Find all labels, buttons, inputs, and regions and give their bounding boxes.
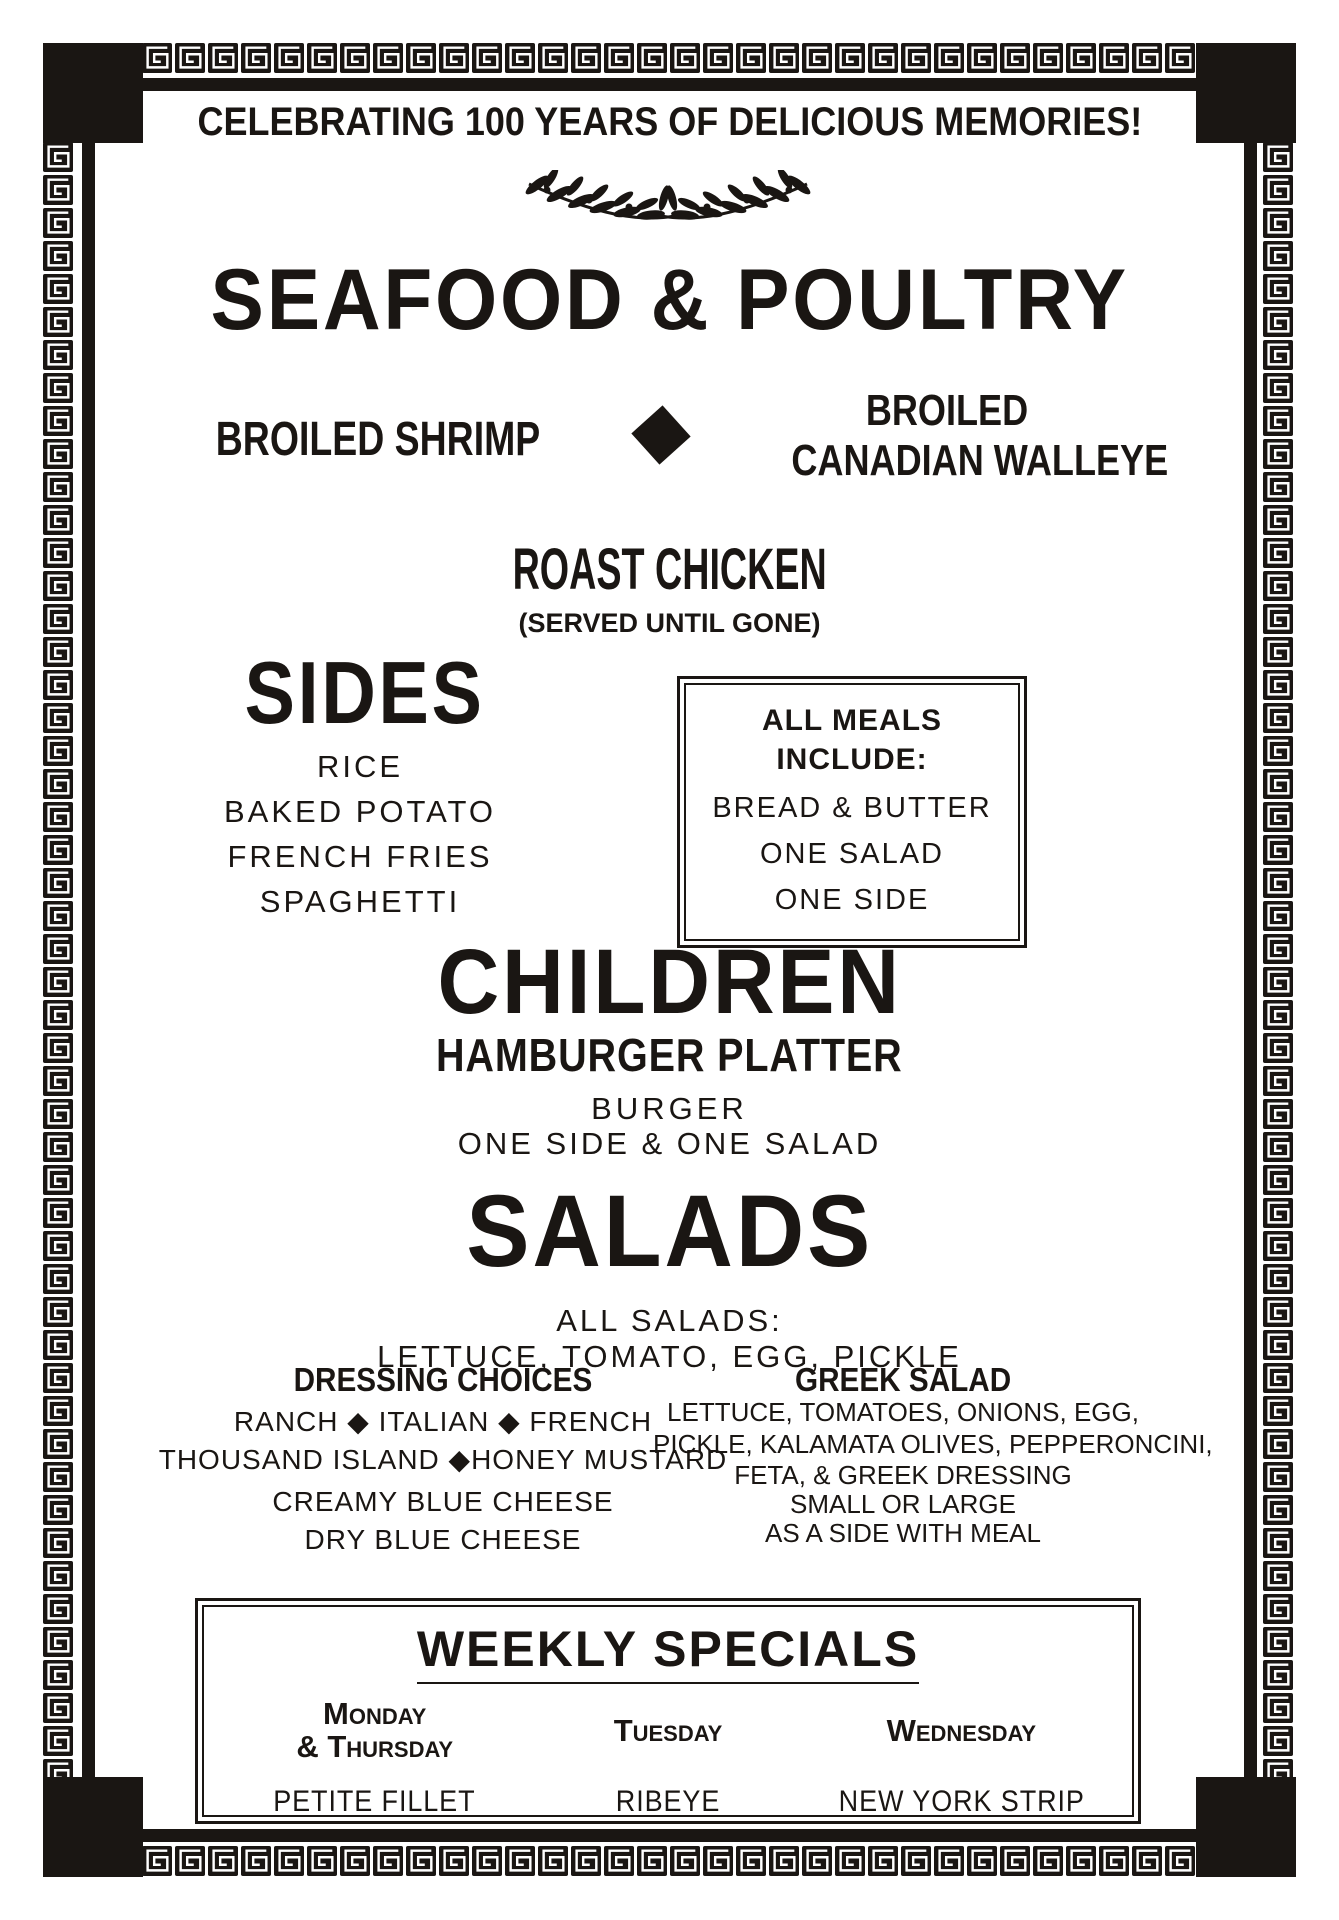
greek-key-tile-icon bbox=[1099, 1846, 1129, 1876]
corner-square-bottom-right bbox=[1196, 1777, 1296, 1877]
greek-key-tile-icon bbox=[1263, 637, 1293, 667]
greek-key-tile-icon bbox=[1263, 340, 1293, 370]
greek-key-tile-icon bbox=[43, 967, 73, 997]
greek-salad-line-5 bbox=[653, 1517, 1153, 1549]
greek-key-tile-icon bbox=[1000, 1846, 1030, 1876]
greek-key-tile-icon bbox=[175, 1846, 205, 1876]
weekly-item-new-york-strip bbox=[815, 1785, 1108, 1819]
greek-salad-line-4 bbox=[653, 1488, 1153, 1520]
inner-frame-top bbox=[95, 78, 1244, 91]
roast-chicken-note bbox=[95, 606, 1244, 640]
inner-frame-bottom bbox=[95, 1829, 1244, 1842]
greek-key-tile-icon bbox=[43, 835, 73, 865]
greek-key-tile-icon bbox=[43, 604, 73, 634]
greek-key-border-left bbox=[43, 43, 73, 1877]
greek-key-tile-icon bbox=[604, 43, 634, 73]
greek-key-tile-icon bbox=[43, 1033, 73, 1063]
greek-key-tile-icon bbox=[340, 1846, 370, 1876]
greek-key-tile-icon bbox=[340, 43, 370, 73]
greek-salad-line-2 bbox=[653, 1428, 1213, 1460]
greek-key-tile-icon bbox=[1263, 1693, 1293, 1723]
greek-key-tile-icon bbox=[1263, 934, 1293, 964]
dressing-line-text: DRY BLUE CHEESE bbox=[304, 1524, 582, 1555]
greek-key-tile-icon bbox=[1263, 439, 1293, 469]
greek-key-tile-icon bbox=[43, 1528, 73, 1558]
greek-key-tile-icon bbox=[43, 571, 73, 601]
greek-key-tile-icon bbox=[1263, 1231, 1293, 1261]
greek-key-tile-icon bbox=[934, 43, 964, 73]
greek-key-tile-icon bbox=[769, 43, 799, 73]
greek-key-tile-icon bbox=[43, 1066, 73, 1096]
greek-salad-line-1 bbox=[653, 1396, 1153, 1428]
greek-key-tile-icon bbox=[1263, 1528, 1293, 1558]
greek-key-tile-icon bbox=[571, 1846, 601, 1876]
salads-note-text: LETTUCE, TOMATO, EGG, PICKLE bbox=[377, 1339, 962, 1374]
children-detail-burger bbox=[95, 1090, 1244, 1128]
greek-key-tile-icon bbox=[901, 43, 931, 73]
weekly-day-text: Monday bbox=[323, 1696, 427, 1731]
greek-key-border-bottom bbox=[43, 1846, 1296, 1876]
weekly-item-text: PETITE FILLET bbox=[273, 1785, 476, 1818]
greek-salad-line-text: FETA, & GREEK DRESSING bbox=[734, 1460, 1072, 1490]
greek-key-tile-icon bbox=[967, 43, 997, 73]
greek-key-tile-icon bbox=[43, 373, 73, 403]
greek-key-tile-icon bbox=[1132, 1846, 1162, 1876]
greek-key-tile-icon bbox=[538, 1846, 568, 1876]
greek-key-tile-icon bbox=[43, 736, 73, 766]
greek-key-tile-icon bbox=[1263, 1066, 1293, 1096]
inner-frame-left bbox=[82, 78, 95, 1842]
greek-salad-line-text: SMALL OR LARGE bbox=[790, 1489, 1016, 1519]
greek-key-tile-icon bbox=[43, 1693, 73, 1723]
greek-key-tile-icon bbox=[1263, 1726, 1293, 1756]
greek-key-tile-icon bbox=[637, 43, 667, 73]
greek-key-tile-icon bbox=[1263, 1165, 1293, 1195]
greek-key-tile-icon bbox=[505, 43, 535, 73]
greek-key-tile-icon bbox=[1263, 208, 1293, 238]
greek-key-tile-icon bbox=[1263, 1495, 1293, 1525]
greek-key-tile-icon bbox=[1263, 967, 1293, 997]
greek-key-tile-icon bbox=[1263, 1000, 1293, 1030]
weekly-item-ribeye bbox=[521, 1785, 814, 1819]
all-meals-item-bread-butter: BREAD & BUTTER bbox=[712, 792, 992, 824]
greek-key-border-top bbox=[43, 43, 1296, 73]
greek-key-tile-icon bbox=[175, 43, 205, 73]
greek-key-tile-icon bbox=[142, 1846, 172, 1876]
children-detail-text: BURGER bbox=[591, 1091, 748, 1126]
greek-key-tile-icon bbox=[43, 1627, 73, 1657]
greek-key-tile-icon bbox=[1263, 868, 1293, 898]
salads-note-text: ALL SALADS: bbox=[556, 1303, 783, 1338]
greek-key-tile-icon bbox=[208, 1846, 238, 1876]
greek-key-tile-icon bbox=[703, 1846, 733, 1876]
greek-salad-line-text: PICKLE, KALAMATA OLIVES, PEPPERONCINI, bbox=[653, 1429, 1213, 1459]
section-seafood-poultry-title bbox=[95, 252, 1244, 348]
greek-key-tile-icon bbox=[43, 1231, 73, 1261]
greek-key-tile-icon bbox=[43, 1000, 73, 1030]
greek-salad-line-text: LETTUCE, TOMATOES, ONIONS, EGG, bbox=[667, 1397, 1139, 1427]
greek-key-tile-icon bbox=[1033, 1846, 1063, 1876]
children-title-text: CHILDREN bbox=[437, 931, 902, 1033]
sides-item-spaghetti bbox=[160, 884, 560, 920]
greek-key-tile-icon bbox=[1263, 703, 1293, 733]
greek-salad-line-text: AS A SIDE WITH MEAL bbox=[765, 1518, 1041, 1548]
greek-key-tile-icon bbox=[274, 1846, 304, 1876]
greek-key-tile-icon bbox=[43, 1495, 73, 1525]
greek-key-tile-icon bbox=[43, 802, 73, 832]
all-meals-box bbox=[677, 676, 1027, 948]
weekly-day-tuesday bbox=[521, 1714, 814, 1747]
section-sides-title bbox=[165, 645, 565, 741]
walleye-line1-text: BROILED bbox=[865, 386, 1029, 435]
greek-key-tile-icon bbox=[43, 670, 73, 700]
greek-key-tile-icon bbox=[835, 1846, 865, 1876]
greek-key-tile-icon bbox=[43, 868, 73, 898]
greek-key-tile-icon bbox=[373, 43, 403, 73]
inner-frame-right bbox=[1244, 78, 1257, 1842]
greek-key-tile-icon bbox=[43, 538, 73, 568]
greek-key-tile-icon bbox=[1263, 1462, 1293, 1492]
sides-item-baked-potato bbox=[160, 794, 560, 830]
weekly-item-text: RIBEYE bbox=[615, 1785, 721, 1818]
greek-key-tile-icon bbox=[1263, 274, 1293, 304]
greek-key-tile-icon bbox=[1000, 43, 1030, 73]
greek-key-tile-icon bbox=[901, 1846, 931, 1876]
weekly-day-text: Wednesday bbox=[886, 1712, 1037, 1748]
greek-key-tile-icon bbox=[1263, 307, 1293, 337]
greek-key-tile-icon bbox=[505, 1846, 535, 1876]
greek-key-tile-icon bbox=[43, 274, 73, 304]
greek-key-tile-icon bbox=[670, 43, 700, 73]
greek-key-tile-icon bbox=[736, 1846, 766, 1876]
weekly-day-wednesday bbox=[815, 1714, 1108, 1747]
sides-item-text: BAKED POTATO bbox=[224, 794, 496, 829]
greek-key-tile-icon bbox=[43, 1660, 73, 1690]
greek-key-tile-icon bbox=[1263, 670, 1293, 700]
greek-key-tile-icon bbox=[208, 43, 238, 73]
greek-key-tile-icon bbox=[472, 1846, 502, 1876]
laurel-branches-icon bbox=[503, 170, 833, 236]
greek-key-tile-icon bbox=[406, 1846, 436, 1876]
greek-key-tile-icon bbox=[43, 406, 73, 436]
greek-key-tile-icon bbox=[43, 1099, 73, 1129]
sides-title-text: SIDES bbox=[244, 643, 486, 742]
greek-key-tile-icon bbox=[1263, 538, 1293, 568]
greek-key-tile-icon bbox=[1263, 1429, 1293, 1459]
greek-key-tile-icon bbox=[769, 1846, 799, 1876]
greek-key-tile-icon bbox=[670, 1846, 700, 1876]
greek-key-tile-icon bbox=[1263, 1297, 1293, 1327]
hamburger-platter-text: HAMBURGER PLATTER bbox=[436, 1029, 903, 1081]
greek-key-tile-icon bbox=[274, 43, 304, 73]
greek-key-tile-icon bbox=[802, 43, 832, 73]
weekly-specials-title-text: WEEKLY SPECIALS bbox=[417, 1621, 919, 1684]
greek-salad-line-3 bbox=[653, 1459, 1153, 1491]
banner-text: CELEBRATING 100 YEARS OF DELICIOUS MEMORIES! bbox=[197, 100, 1142, 144]
greek-key-tile-icon bbox=[43, 1330, 73, 1360]
greek-key-tile-icon bbox=[241, 1846, 271, 1876]
menu-item-broiled-walleye bbox=[750, 386, 1169, 486]
greek-key-tile-icon bbox=[43, 934, 73, 964]
greek-key-tile-icon bbox=[835, 43, 865, 73]
weekly-item-text: NEW YORK STRIP bbox=[838, 1785, 1085, 1818]
roast-chicken-note-text: (SERVED UNTIL GONE) bbox=[518, 608, 821, 638]
section-children-title bbox=[95, 932, 1244, 1032]
greek-key-tile-icon bbox=[868, 1846, 898, 1876]
dressing-line-text: THOUSAND ISLAND ◆HONEY MUSTARD bbox=[158, 1444, 728, 1475]
roast-chicken-text: ROAST CHICKEN bbox=[512, 537, 827, 602]
greek-key-tile-icon bbox=[43, 241, 73, 271]
greek-key-tile-icon bbox=[571, 43, 601, 73]
greek-key-tile-icon bbox=[43, 1429, 73, 1459]
weekly-specials-title bbox=[198, 1621, 1138, 1677]
greek-key-tile-icon bbox=[43, 1363, 73, 1393]
greek-key-tile-icon bbox=[43, 1396, 73, 1426]
seafood-poultry-title-text: SEAFOOD & POULTRY bbox=[210, 252, 1129, 348]
greek-key-tile-icon bbox=[1263, 1330, 1293, 1360]
sides-item-rice bbox=[160, 749, 560, 785]
greek-key-tile-icon bbox=[43, 1165, 73, 1195]
greek-key-tile-icon bbox=[1263, 1594, 1293, 1624]
greek-key-tile-icon bbox=[1263, 472, 1293, 502]
greek-key-tile-icon bbox=[1263, 736, 1293, 766]
greek-key-tile-icon bbox=[1263, 1396, 1293, 1426]
greek-key-tile-icon bbox=[43, 1561, 73, 1591]
greek-key-tile-icon bbox=[1263, 802, 1293, 832]
greek-key-tile-icon bbox=[1066, 43, 1096, 73]
greek-key-tile-icon bbox=[1263, 1627, 1293, 1657]
greek-key-tile-icon bbox=[43, 208, 73, 238]
sides-item-text: SPAGHETTI bbox=[259, 884, 461, 919]
dressing-line-text: CREAMY BLUE CHEESE bbox=[272, 1486, 614, 1517]
greek-key-tile-icon bbox=[703, 43, 733, 73]
greek-salad-heading bbox=[653, 1360, 1153, 1400]
greek-key-tile-icon bbox=[1263, 1264, 1293, 1294]
greek-key-tile-icon bbox=[43, 340, 73, 370]
greek-key-tile-icon bbox=[43, 307, 73, 337]
greek-key-tile-icon bbox=[967, 1846, 997, 1876]
greek-key-tile-icon bbox=[1165, 43, 1195, 73]
greek-key-tile-icon bbox=[43, 1264, 73, 1294]
greek-key-tile-icon bbox=[1263, 1132, 1293, 1162]
greek-key-tile-icon bbox=[1099, 43, 1129, 73]
weekly-day-text: & Thursday bbox=[296, 1729, 454, 1764]
greek-key-tile-icon bbox=[1263, 1033, 1293, 1063]
greek-key-tile-icon bbox=[43, 472, 73, 502]
all-meals-heading-line1: ALL MEALS bbox=[761, 704, 943, 737]
section-salads-title bbox=[95, 1176, 1244, 1286]
greek-key-tile-icon bbox=[307, 43, 337, 73]
greek-key-tile-icon bbox=[1263, 241, 1293, 271]
greek-key-tile-icon bbox=[1263, 901, 1293, 931]
greek-key-tile-icon bbox=[43, 1198, 73, 1228]
greek-key-tile-icon bbox=[1066, 1846, 1096, 1876]
banner bbox=[95, 98, 1244, 146]
greek-key-tile-icon bbox=[802, 1846, 832, 1876]
greek-key-tile-icon bbox=[43, 175, 73, 205]
children-detail-text: ONE SIDE & ONE SALAD bbox=[457, 1126, 882, 1161]
greek-key-tile-icon bbox=[241, 43, 271, 73]
diamond-separator-icon bbox=[631, 405, 690, 464]
all-meals-item-one-side: ONE SIDE bbox=[774, 884, 930, 916]
sides-item-french-fries bbox=[160, 839, 560, 875]
salads-note-line1 bbox=[95, 1302, 1244, 1340]
greek-key-tile-icon bbox=[373, 1846, 403, 1876]
sides-item-text: FRENCH FRIES bbox=[227, 839, 493, 874]
greek-key-tile-icon bbox=[868, 43, 898, 73]
greek-key-tile-icon bbox=[934, 1846, 964, 1876]
greek-salad-heading-text: GREEK SALAD bbox=[794, 1361, 1012, 1398]
greek-key-tile-icon bbox=[43, 1594, 73, 1624]
greek-key-tile-icon bbox=[1263, 835, 1293, 865]
children-item-hamburger-platter bbox=[95, 1028, 1244, 1082]
broiled-shrimp-text: BROILED SHRIMP bbox=[215, 413, 541, 466]
dressing-line-text: RANCH ◆ ITALIAN ◆ FRENCH bbox=[233, 1406, 653, 1437]
all-meals-item-one-salad: ONE SALAD bbox=[760, 838, 944, 870]
greek-key-tile-icon bbox=[1263, 373, 1293, 403]
greek-key-tile-icon bbox=[538, 43, 568, 73]
greek-key-tile-icon bbox=[439, 43, 469, 73]
greek-key-tile-icon bbox=[439, 1846, 469, 1876]
walleye-line2-text: CANADIAN WALLEYE bbox=[791, 436, 1169, 485]
greek-key-tile-icon bbox=[43, 637, 73, 667]
greek-key-tile-icon bbox=[1033, 43, 1063, 73]
salads-title-text: SALADS bbox=[466, 1174, 873, 1288]
greek-key-tile-icon bbox=[604, 1846, 634, 1876]
dressing-choices-heading-text: DRESSING CHOICES bbox=[293, 1361, 593, 1398]
greek-key-tile-icon bbox=[637, 1846, 667, 1876]
weekly-day-monday-thursday bbox=[228, 1697, 521, 1763]
greek-key-tile-icon bbox=[1263, 604, 1293, 634]
greek-key-tile-icon bbox=[1263, 406, 1293, 436]
greek-key-tile-icon bbox=[1165, 1846, 1195, 1876]
weekly-day-text: Tuesday bbox=[613, 1712, 723, 1748]
sides-item-text: RICE bbox=[316, 749, 404, 784]
greek-key-tile-icon bbox=[142, 43, 172, 73]
greek-key-tile-icon bbox=[43, 703, 73, 733]
all-meals-heading-line2: INCLUDE: bbox=[776, 743, 928, 776]
menu-item-roast-chicken bbox=[95, 538, 1244, 602]
greek-key-tile-icon bbox=[43, 1726, 73, 1756]
weekly-item-petite-fillet bbox=[228, 1785, 521, 1819]
greek-key-border-right bbox=[1263, 43, 1293, 1877]
menu-item-broiled-shrimp bbox=[170, 412, 580, 468]
greek-key-tile-icon bbox=[1263, 175, 1293, 205]
weekly-specials-box bbox=[195, 1598, 1141, 1824]
greek-key-tile-icon bbox=[43, 142, 73, 172]
greek-key-tile-icon bbox=[1263, 505, 1293, 535]
greek-key-tile-icon bbox=[1263, 769, 1293, 799]
greek-key-tile-icon bbox=[472, 43, 502, 73]
corner-square-bottom-left bbox=[43, 1777, 143, 1877]
children-detail-sides bbox=[95, 1125, 1244, 1163]
greek-key-tile-icon bbox=[43, 769, 73, 799]
greek-key-tile-icon bbox=[1263, 1660, 1293, 1690]
greek-key-tile-icon bbox=[43, 1297, 73, 1327]
greek-key-tile-icon bbox=[43, 505, 73, 535]
greek-key-tile-icon bbox=[1263, 1099, 1293, 1129]
greek-key-tile-icon bbox=[43, 1132, 73, 1162]
greek-key-tile-icon bbox=[307, 1846, 337, 1876]
greek-key-tile-icon bbox=[1263, 1363, 1293, 1393]
greek-key-tile-icon bbox=[1132, 43, 1162, 73]
greek-key-tile-icon bbox=[1263, 1198, 1293, 1228]
greek-key-tile-icon bbox=[1263, 571, 1293, 601]
greek-key-tile-icon bbox=[406, 43, 436, 73]
greek-key-tile-icon bbox=[43, 1462, 73, 1492]
greek-key-tile-icon bbox=[1263, 1561, 1293, 1591]
greek-key-tile-icon bbox=[43, 901, 73, 931]
greek-key-tile-icon bbox=[1263, 142, 1293, 172]
greek-key-tile-icon bbox=[43, 439, 73, 469]
greek-key-tile-icon bbox=[736, 43, 766, 73]
